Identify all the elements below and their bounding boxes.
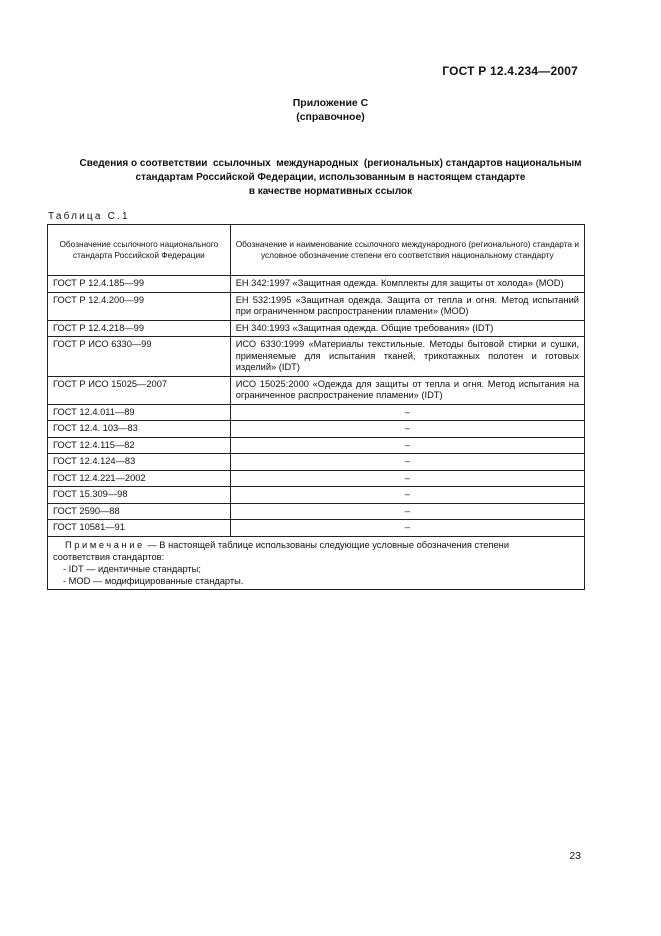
table-row: [48, 276, 585, 293]
header-national: Обозначение ссылочного национального стандарта Российской Федерации: [48, 225, 231, 276]
international-standard: –: [230, 520, 584, 537]
table-row: [48, 404, 585, 421]
international-standard: –: [230, 503, 584, 520]
heading-line-3: в качестве нормативных ссылок: [248, 186, 413, 197]
table-row: [48, 503, 585, 520]
national-standard: ГОСТ 12.4.124—83: [48, 454, 231, 471]
national-standard: ГОСТ 12.4.115—82: [48, 437, 231, 454]
note-text-line-1: — В настоящей таблице использованы следующие условные обозначения степени: [147, 539, 510, 550]
appendix-heading: [0, 96, 661, 124]
international-standard: –: [230, 487, 584, 504]
international-standard: –: [230, 437, 584, 454]
international-standard: ЕН 532:1995 «Защитная одежда. Защита от тепла и огня. Метод испытаний при ограниченном распространении пламени» (MOD): [230, 292, 584, 320]
note-first-line: [53, 539, 579, 551]
header-international: Обозначение и наименование ссылочного международного (регионального) стандарта и условное обозначение степени его соответствия национальному стандарту: [230, 225, 584, 276]
international-standard: ИСО 15025:2000 «Одежда для защиты от тепла и огня. Метод испытания на ограниченное распространение пламени» (IDT): [230, 376, 584, 404]
heading-line-2: стандартам Российской Федерации, использованным в настоящем стандарте: [135, 172, 526, 183]
table-note-row: [48, 536, 585, 589]
table-row: [48, 520, 585, 537]
table-row: [48, 376, 585, 404]
international-standard: ЕН 340:1993 «Защитная одежда. Общие требования» (IDT): [230, 320, 584, 337]
document-code: ГОСТ Р 12.4.234—2007: [442, 64, 578, 78]
national-standard: ГОСТ Р 12.4.200—99: [48, 292, 231, 320]
table-row: [48, 487, 585, 504]
note-text-line-2: соответствия стандартов:: [53, 551, 165, 562]
heading-line-1: Сведения о соответствии ссылочных международных (региональных) стандартов национальным: [79, 158, 582, 169]
international-standard: –: [230, 421, 584, 438]
table-row: [48, 320, 585, 337]
international-standard: –: [230, 470, 584, 487]
appendix-title: Приложение С: [292, 97, 369, 109]
national-standard: ГОСТ 2590—88: [48, 503, 231, 520]
table-row: [48, 454, 585, 471]
note-title: Примечание: [65, 539, 145, 550]
table-row: [48, 437, 585, 454]
table-row: [48, 421, 585, 438]
national-standard: ГОСТ 12.4.011—89: [48, 404, 231, 421]
international-standard: –: [230, 404, 584, 421]
section-heading: [40, 157, 621, 199]
table-row: [48, 470, 585, 487]
table-label: Таблица С.1: [48, 211, 130, 222]
national-standard: ГОСТ Р ИСО 6330—99: [48, 337, 231, 377]
national-standard: ГОСТ 10581—91: [48, 520, 231, 537]
national-standard: ГОСТ Р 12.4.218—99: [48, 320, 231, 337]
international-standard: ИСО 6330:1999 «Материалы текстильные. Методы бытовой стирки и сушки, применяемые для испытания тканей, трикотажных полотен и готовых изделий» (IDT): [230, 337, 584, 377]
national-standard: ГОСТ Р 12.4.185—99: [48, 276, 231, 293]
international-standard: –: [230, 454, 584, 471]
table-row: [48, 292, 585, 320]
national-standard: ГОСТ 12.4.221—2002: [48, 470, 231, 487]
table-note: [48, 536, 585, 589]
national-standard: ГОСТ 12.4. 103—83: [48, 421, 231, 438]
national-standard: ГОСТ 15.309—98: [48, 487, 231, 504]
table-header-row: [48, 225, 585, 276]
note-item-mod: - MOD — модифицированные стандарты.: [63, 575, 244, 586]
page-number: 23: [569, 850, 581, 862]
national-standard: ГОСТ Р ИСО 15025—2007: [48, 376, 231, 404]
correspondence-table: [47, 224, 585, 590]
table-row: [48, 337, 585, 377]
appendix-subtitle: (справочное): [296, 111, 365, 123]
international-standard: ЕН 342:1997 «Защитная одежда. Комплекты для защиты от холода» (MOD): [230, 276, 584, 293]
note-item-idt: - IDT — идентичные стандарты;: [63, 563, 201, 574]
